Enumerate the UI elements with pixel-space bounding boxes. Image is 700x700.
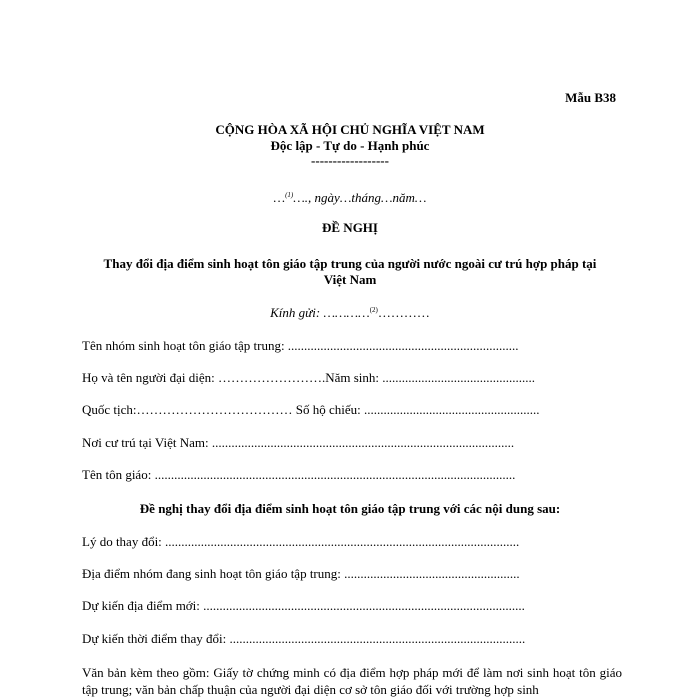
current-location-field: Địa điểm nhóm đang sinh hoạt tôn giáo tập trung: ...................................................... (82, 566, 520, 581)
section-heading: Đề nghị thay đổi địa điểm sinh hoạt tôn giáo tập trung với các nội dung sau: (139, 501, 561, 516)
nationality-passport-field: Quốc tịch:……………………………… Số hộ chiếu: ...................................................... (82, 402, 540, 417)
religion-field: Tên tôn giáo: ............................................................................................................... (82, 467, 516, 482)
form-code: Mẫu B38 (565, 90, 616, 105)
recipient-prefix: Kính gửi: ………… (270, 305, 370, 320)
representative-field: Họ và tên người đại diện: …………………….Năm sinh: ............................................... (82, 370, 536, 385)
recipient-suffix: ………… (377, 305, 430, 320)
subject-line-1: Thay đổi địa điểm sinh hoạt tôn giáo tập trung của người nước ngoài cư trú hợp pháp tại (103, 256, 597, 271)
reason-field: Lý do thay đổi: ............................................................................................................. (82, 534, 520, 549)
new-location-field: Dự kiến địa điểm mới: ................................................................................................... (82, 598, 525, 613)
residence-field: Nơi cư trú tại Việt Nam: ............................................................................................. (82, 435, 515, 450)
footnote-ref-1: (1) (285, 191, 294, 199)
recipient-line (0, 305, 700, 321)
group-name-field: Tên nhóm sinh hoạt tôn giáo tập trung: ....................................................................... (82, 338, 519, 353)
attachments-paragraph: Văn bản kèm theo gồm: Giấy tờ chứng minh có địa điểm hợp pháp mới để làm nơi sinh hoạt tôn giáo tập trung; văn bản chấp thuận của người đại diện cơ sở tôn giáo đối với trường hợp sinh (82, 665, 622, 697)
date-line-prefix: … (273, 190, 286, 205)
change-time-field: Dự kiến thời điểm thay đổi: ........................................................................................... (82, 631, 526, 646)
footnote-ref-2: (2) (369, 306, 378, 314)
subject-line-2: Việt Nam (323, 272, 377, 287)
date-line (0, 190, 700, 206)
header-rule: ------------------ (311, 153, 389, 168)
national-motto: Độc lập - Tự do - Hạnh phúc (270, 138, 430, 153)
document-type: ĐỀ NGHỊ (322, 220, 378, 235)
date-line-rest: …., ngày…tháng…năm… (293, 190, 427, 205)
country-name: CỘNG HÒA XÃ HỘI CHỦ NGHĨA VIỆT NAM (215, 122, 485, 137)
